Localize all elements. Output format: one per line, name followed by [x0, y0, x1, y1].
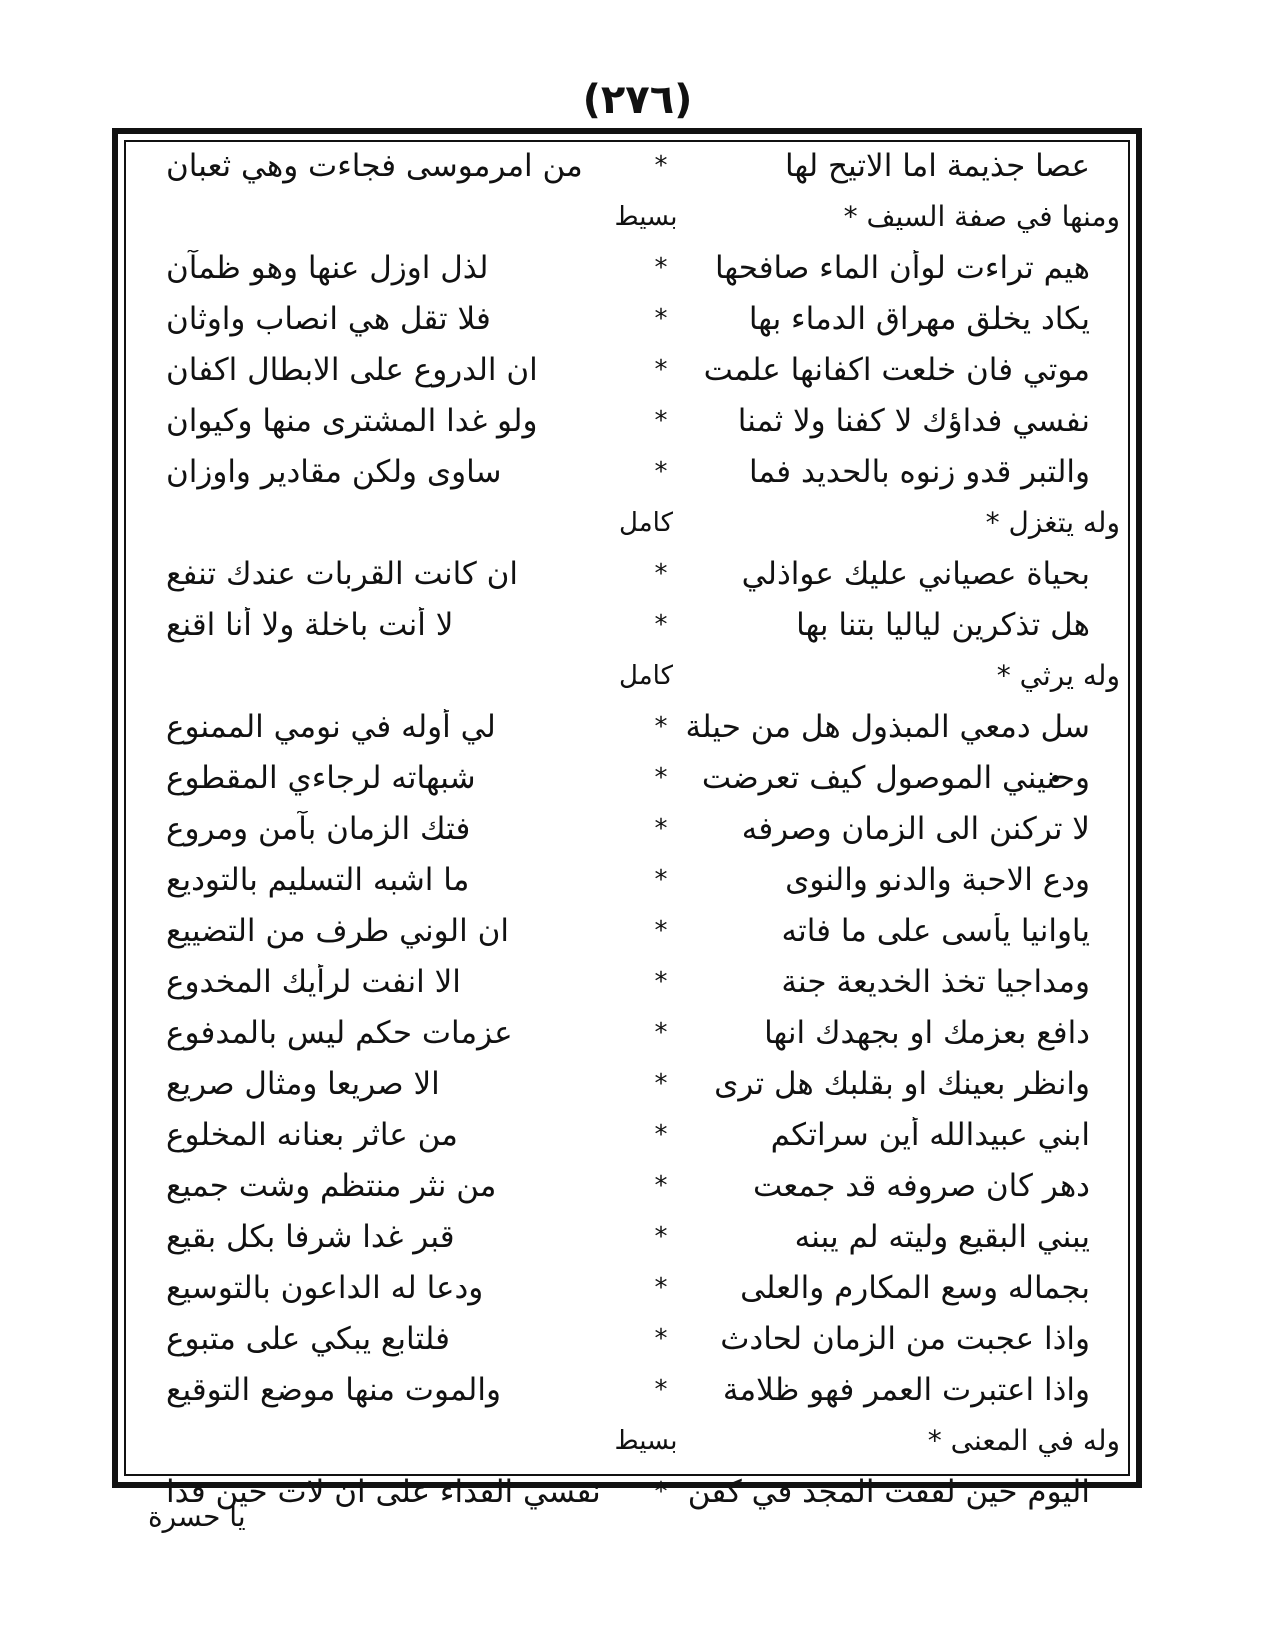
verse-line — [140, 599, 1126, 650]
first-hemistich: دافع بعزمك او بجهدك انها — [764, 1014, 1090, 1051]
second-hemistich: من عاثر بعنانه المخلوع — [166, 1116, 458, 1153]
second-hemistich: نفسي الفداء على ان لات حين فدا — [166, 1473, 601, 1510]
second-hemistich: ان الوني طرف من التضييع — [166, 912, 509, 949]
verse-line — [140, 1160, 1126, 1211]
verse-line — [140, 1007, 1126, 1058]
verse-separator-star: * — [654, 405, 668, 436]
verse-line — [140, 548, 1126, 599]
second-hemistich: لي أوله في نومي الممنوع — [166, 708, 496, 745]
first-hemistich: لا تركنن الى الزمان وصرفه — [741, 810, 1090, 847]
first-hemistich: يبني البقيع وليته لم يبنه — [794, 1218, 1090, 1255]
verse-separator-star: * — [654, 1476, 668, 1507]
second-hemistich: فلا تقل هي انصاب واوثان — [166, 300, 491, 337]
second-hemistich: عزمات حكم ليس بالمدفوع — [166, 1014, 513, 1051]
page-number: (٢٧٦) — [582, 77, 693, 123]
verse-separator-star: * — [654, 864, 668, 895]
second-hemistich: فلتابع يبكي على متبوع — [166, 1320, 450, 1357]
second-hemistich: ان الدروع على الابطال اكفان — [166, 351, 538, 388]
verse-separator-star: * — [654, 1119, 668, 1150]
verse-separator-star: * — [654, 252, 668, 283]
verse-line — [140, 905, 1126, 956]
verse-line — [140, 1313, 1126, 1364]
first-hemistich: بحياة عصياني عليك عواذلي — [741, 555, 1090, 592]
verse-line — [140, 242, 1126, 293]
verse-line — [140, 803, 1126, 854]
second-hemistich: ساوى ولكن مقادير واوزان — [166, 453, 502, 490]
verse-line — [140, 344, 1126, 395]
verse-line — [140, 1109, 1126, 1160]
verse-separator-star: * — [654, 558, 668, 589]
first-hemistich: ابني عبيدالله أين سراتكم — [770, 1116, 1090, 1153]
first-hemistich: والتبر قدو زنوه بالحديد فما — [748, 453, 1090, 490]
meter-label: كامل — [619, 660, 673, 691]
verse-separator-star: * — [654, 1221, 668, 1252]
second-hemistich: شبهاته لرجاءي المقطوع — [166, 759, 476, 796]
verse-separator-star: * — [654, 915, 668, 946]
first-hemistich: هيم تراءت لوأن الماء صافحها — [714, 249, 1090, 286]
second-hemistich: قبر غدا شرفا بكل بقيع — [166, 1218, 455, 1255]
verse-line — [140, 293, 1126, 344]
verse-line — [140, 1466, 1126, 1517]
first-hemistich: نفسي فداؤك لا كفنا ولا ثمنا — [737, 402, 1090, 439]
verse-separator-star: * — [654, 1272, 668, 1303]
first-hemistich: موتي فان خلعت اكفانها علمت — [703, 351, 1090, 388]
second-hemistich: لذل اوزل عنها وهو ظمآن — [166, 249, 489, 286]
first-hemistich: عصا جذيمة اما الاتيح لها — [785, 147, 1090, 184]
verse-line — [140, 140, 1126, 191]
first-hemistich: هل تذكرين لياليا بتنا بها — [796, 606, 1090, 643]
first-hemistich: دهر كان صروفه قد جمعت — [752, 1167, 1090, 1204]
verse-separator-star: * — [654, 456, 668, 487]
verse-separator-star: * — [654, 150, 668, 181]
meter-label: كامل — [619, 507, 673, 538]
verse-separator-star: * — [654, 711, 668, 742]
verse-separator-star: * — [654, 813, 668, 844]
first-hemistich: ومداجيا تخذ الخديعة جنة — [781, 963, 1090, 1000]
second-hemistich: ولو غدا المشترى منها وكيوان — [166, 402, 538, 439]
verse-line — [140, 395, 1126, 446]
verse-separator-star: * — [654, 354, 668, 385]
second-hemistich: ما اشبه التسليم بالتوديع — [166, 861, 470, 898]
second-hemistich: فتك الزمان بآمن ومروع — [166, 810, 471, 847]
second-hemistich: من امرموسى فجاءت وهي ثعبان — [166, 147, 583, 184]
first-hemistich: بجماله وسع المكارم والعلى — [740, 1269, 1090, 1306]
first-hemistich: ياوانيا يأسى على ما فاته — [781, 912, 1090, 949]
verse-separator-star: * — [654, 762, 668, 793]
meter-label: بسيط — [614, 1425, 678, 1456]
verse-separator-star: * — [654, 1374, 668, 1405]
verse-separator-star: * — [654, 1323, 668, 1354]
first-hemistich: ودع الاحبة والدنو والنوى — [785, 861, 1090, 898]
section-title: وله في المعنى * — [927, 1424, 1120, 1457]
second-hemistich: من نثر منتظم وشت جميع — [166, 1167, 497, 1204]
verse-line — [140, 1364, 1126, 1415]
first-hemistich: سل دمعي المبذول هل من حيلة — [686, 708, 1090, 745]
verse-line — [140, 1262, 1126, 1313]
verse-separator-star: * — [654, 609, 668, 640]
first-hemistich: وحنيني الموصول كيف تعرضت — [701, 759, 1090, 796]
section-title: وله يرثي * — [996, 659, 1120, 692]
verse-separator-star: * — [654, 1068, 668, 1099]
first-hemistich: وانظر بعينك او بقلبك هل ترى — [714, 1065, 1090, 1102]
section-title: ومنها في صفة السيف * — [843, 200, 1120, 233]
verse-separator-star: * — [654, 1017, 668, 1048]
verse-line — [140, 854, 1126, 905]
first-hemistich: واذا اعتبرت العمر فهو ظلامة — [722, 1371, 1090, 1408]
verse-line — [140, 752, 1126, 803]
section-title: وله يتغزل * — [985, 506, 1120, 539]
second-hemistich: والموت منها موضع التوقيع — [166, 1371, 501, 1408]
first-hemistich: اليوم حين لففت المجد في كفن — [687, 1473, 1090, 1510]
second-hemistich: لا أنت باخلة ولا أنا اقنع — [166, 606, 454, 643]
poem-text-block — [140, 140, 1126, 1517]
second-hemistich: ودعا له الداعون بالتوسيع — [166, 1269, 484, 1306]
section-heading — [140, 497, 1126, 548]
verse-separator-star: * — [654, 303, 668, 334]
second-hemistich: الا انفت لرأيك المخدوع — [166, 963, 461, 1000]
first-hemistich: واذا عجبت من الزمان لحادث — [720, 1320, 1090, 1357]
verse-separator-star: * — [654, 1170, 668, 1201]
meter-label: بسيط — [614, 201, 678, 232]
verse-separator-star: * — [654, 966, 668, 997]
section-heading — [140, 650, 1126, 701]
verse-line — [140, 1058, 1126, 1109]
second-hemistich: الا صريعا ومثال صريع — [166, 1065, 440, 1102]
second-hemistich: ان كانت القربات عندك تنفع — [166, 555, 519, 592]
section-heading — [140, 1415, 1126, 1466]
verse-line — [140, 956, 1126, 1007]
section-heading — [140, 191, 1126, 242]
first-hemistich: يكاد يخلق مهراق الدماء بها — [748, 300, 1090, 337]
verse-line — [140, 446, 1126, 497]
margin-note: يا حسرة — [148, 1500, 246, 1533]
verse-line — [140, 1211, 1126, 1262]
verse-line — [140, 701, 1126, 752]
